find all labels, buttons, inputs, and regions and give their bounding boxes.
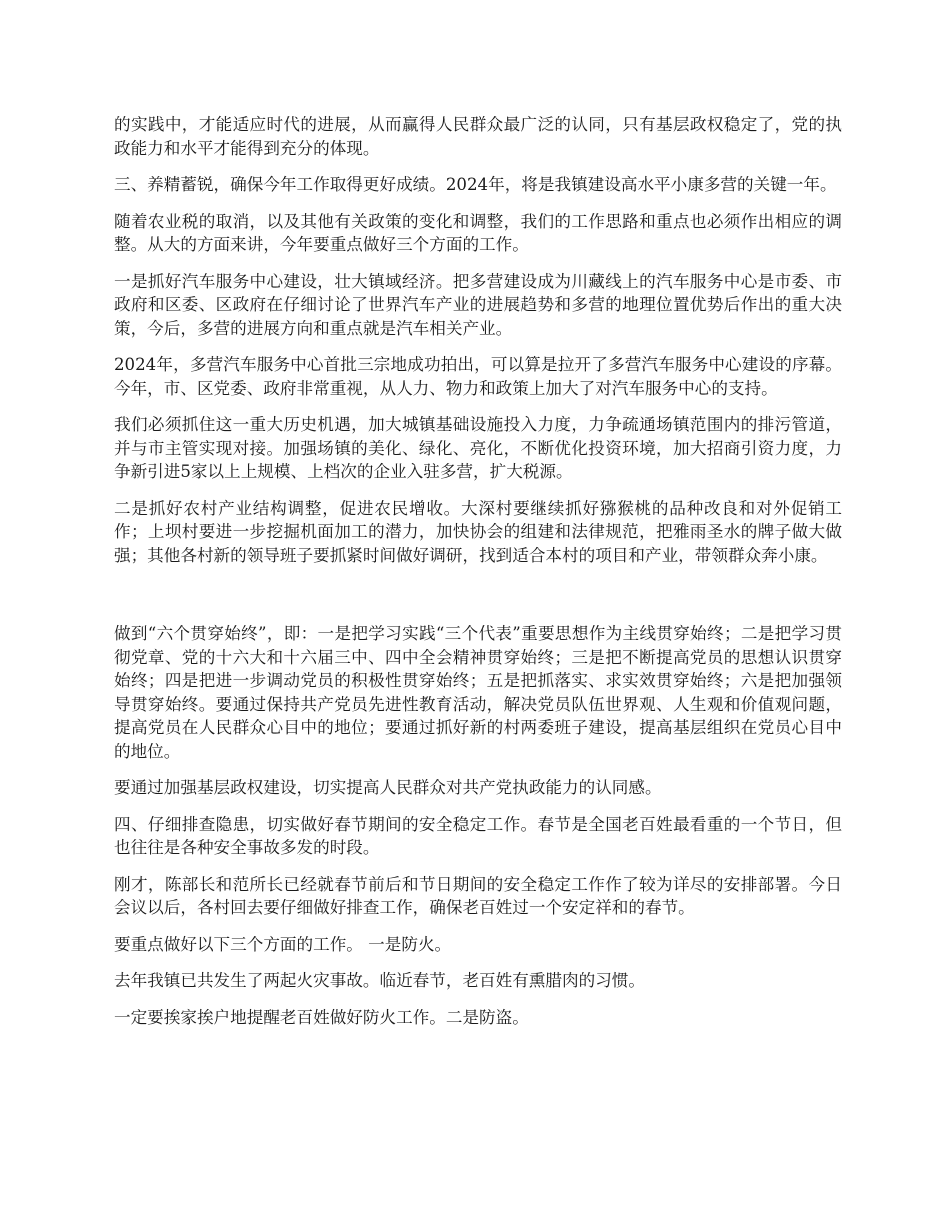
paragraph: 做到“六个贯穿始终”，即：一是把学习实践“三个代表”重要思想作为主线贯穿始终；二是把学习贯彻党章、党的十六大和十六届三中、四中全会精神贯穿始终；三是把不断提高党员的思想认识贯穿始终；四是把进一步调动党员的积极性贯穿始终；五是把抓落实、求实效贯穿始终；六是把加强领导贯穿始终。要通过保持共产党员先进性教育活动，解决党员队伍世界观、人生观和价值观问题，提高党员在人民群众心目中的地位；要通过抓好新的村两委班子建设，提高基层组织在党员心目中的地位。: [114, 624, 842, 761]
section-gap: [114, 580, 842, 622]
paragraph: 一是抓好汽车服务中心建设，壮大镇域经济。把多营建设成为川藏线上的汽车服务中心是市委、市政府和区委、区政府在仔细讨论了世界汽车产业的进展趋势和多营的地理位置优势后作出的重大决策，今后，多营的进展方向和重点就是汽车相关产业。: [114, 271, 842, 338]
paragraph: 去年我镇已共发生了两起火灾事故。临近春节，老百姓有熏腊肉的习惯。: [114, 971, 645, 990]
paragraph: 四、仔细排查隐患，切实做好春节期间的安全稳定工作。春节是全国老百姓最看重的一个节日，但也往往是各种安全事故多发的时段。: [114, 814, 842, 857]
paragraph: 二是抓好农村产业结构调整，促进农民增收。大深村要继续抓好猕猴桃的品种改良和对外促销工作；上坝村要进一步挖掘机面加工的潜力，加快协会的组建和法律规范，把雅雨圣水的牌子做大做强；其他各村新的领导班子要抓紧时间做好调研，找到适合本村的项目和产业，带领群众奔小康。: [114, 498, 842, 565]
document-page: [114, 113, 842, 1042]
paragraph: 我们必须抓住这一重大历史机遇，加大城镇基础设施投入力度，力争疏通场镇范围内的排污管道，并与市主管实现对接。加强场镇的美化、绿化、亮化，不断优化投资环境，加大招商引资力度，力争新引进5家以上上规模、上档次的企业入驻多营，扩大税源。: [114, 415, 842, 481]
paragraph: 要重点做好以下三个方面的工作。 一是防火。: [114, 934, 452, 954]
paragraph: 的实践中，才能适应时代的进展，从而赢得人民群众最广泛的认同，只有基层政权稳定了，党的执政能力和水平才能得到充分的体现。: [114, 115, 842, 158]
paragraph: 随着农业税的取消，以及其他有关政策的变化和调整，我们的工作思路和重点也必须作出相应的调整。从大的方面来讲，今年要重点做好三个方面的工作。: [114, 211, 842, 254]
paragraph: 一定要挨家挨户地提醒老百姓做好防火工作。二是防盗。: [114, 1007, 529, 1027]
paragraph: 三、养精蓄锐，确保今年工作取得更好成绩。2024年，将是我镇建设高水平小康多营的关键一年。: [114, 175, 837, 194]
paragraph: 刚才，陈部长和范所长已经就春节前后和节日期间的安全稳定工作作了较为详尽的安排部署。今日会议以后，各村回去要仔细做好排查工作，确保老百姓过一个安定祥和的春节。: [114, 874, 842, 917]
paragraph: 2024年，多营汽车服务中心首批三宗地成功拍出，可以算是拉开了多营汽车服务中心建设的序幕。今年，市、区党委、政府非常重视，从人力、物力和政策上加大了对汽车服务中心的支持。: [114, 355, 842, 398]
paragraph: 要通过加强基层政权建设，切实提高人民群众对共产党执政能力的认同感。: [114, 778, 662, 797]
